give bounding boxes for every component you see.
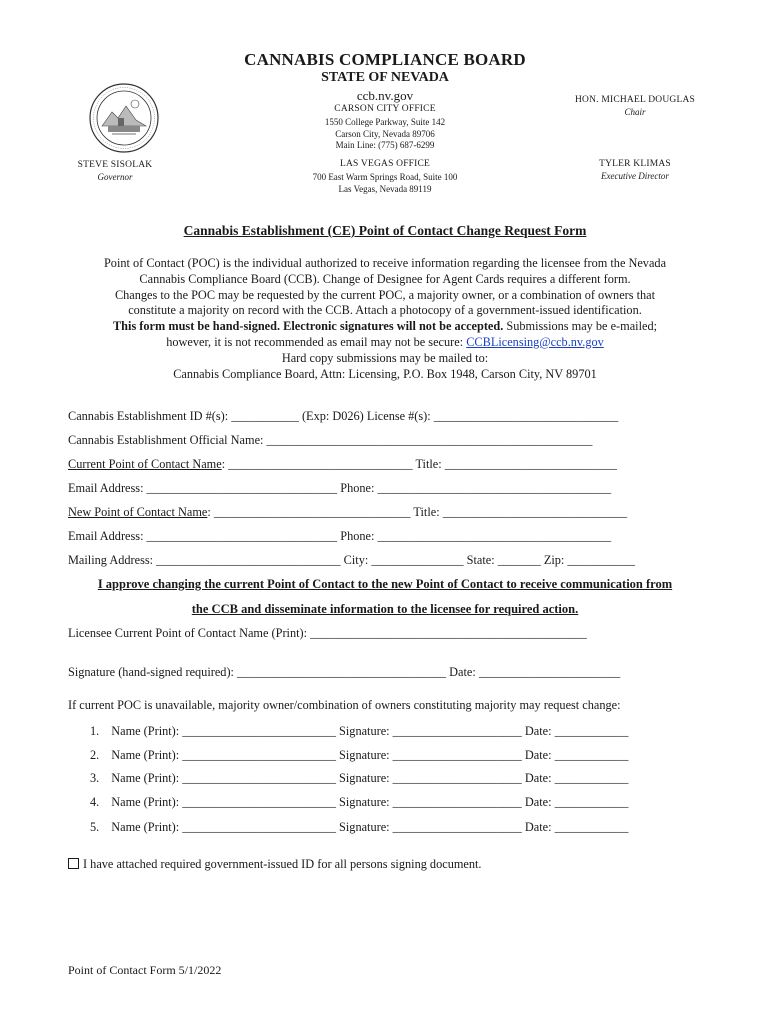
licensing-email-link[interactable]: CCBLicensing@ccb.nv.gov [466, 334, 604, 349]
official-name-field[interactable]: Cannabis Establishment Official Name: _____________________________________________________ [68, 433, 593, 447]
email-submission-note: Submissions may be e-mailed; [503, 319, 658, 334]
vegas-office-title: LAS VEGAS OFFICE [339, 159, 431, 169]
owner-row[interactable] [90, 818, 628, 836]
ce-id-field[interactable]: Cannabis Establishment ID #(s): ___________ (Exp: D026) License #(s): ______________________________ [68, 409, 619, 423]
approval-statement-line-2: the CCB and disseminate information to the licensee for required action. [191, 602, 579, 616]
signature-field[interactable]: Signature (hand-signed required): __________________________________ Date: _______________________ [68, 665, 621, 679]
owner-number: 1. [90, 724, 100, 738]
hand-signed-notice: This form must be hand-signed. Electronic signatures will not be accepted. [112, 319, 504, 334]
intro-line-1: Point of Contact (POC) is the individual authorized to receive information regarding the licensee from the Nevada [103, 256, 667, 270]
owner-fields[interactable]: Name (Print): _________________________ Signature: _____________________ Date: ____________ [111, 820, 629, 834]
vegas-address-line1: 700 East Warm Springs Road, Suite 100 [312, 172, 458, 182]
owner-row[interactable] [90, 746, 628, 764]
owner-fields[interactable]: Name (Print): _________________________ Signature: _____________________ Date: ____________ [111, 724, 629, 738]
carson-address-line2: Carson City, Nevada 89706 [335, 128, 435, 139]
new-email-field[interactable]: Email Address: _______________________________ Phone: ______________________________________ [68, 529, 612, 543]
owner-row[interactable] [90, 722, 628, 740]
owner-fields[interactable]: Name (Print): _________________________ Signature: _____________________ Date: ____________ [111, 795, 629, 809]
director-name: TYLER KLIMAS [599, 159, 671, 169]
attached-id-row[interactable] [68, 857, 708, 872]
carson-office-title: CARSON CITY OFFICE [334, 104, 436, 114]
owner-fields[interactable]: Name (Print): _________________________ Signature: _____________________ Date: ____________ [111, 771, 629, 785]
current-poc-label: Current Point of Contact Name [68, 457, 222, 471]
governor-role: Governor [97, 172, 133, 182]
owner-number: 5. [90, 820, 100, 834]
licensee-print-field[interactable]: Licensee Current Point of Contact Name (Print): _____________________________________________ [68, 626, 587, 640]
vegas-office-address [260, 172, 510, 195]
website: ccb.nv.gov [356, 88, 414, 103]
carson-address-line1: 1550 College Parkway, Suite 142 [324, 117, 446, 127]
chair-name: HON. MICHAEL DOUGLAS [574, 95, 696, 105]
intro-line-8: Cannabis Compliance Board, Attn: Licensing, P.O. Box 1948, Carson City, NV 89701 [173, 366, 597, 381]
intro-line-6 [60, 335, 710, 351]
chair-role: Chair [624, 107, 646, 117]
attached-id-label: I have attached required government-issued ID for all persons signing document. [83, 857, 482, 871]
majority-owner-note: If current POC is unavailable, majority owner/combination of owners constituting majority may request change: [68, 698, 621, 712]
intro-line-3: Changes to the POC may be requested by the current POC, a majority owner, or a combination of owners that [114, 287, 656, 302]
approval-statement-line-1: I approve changing the current Point of Contact to the new Point of Contact to receive communication from [97, 577, 673, 591]
email-warning: however, it is not recommended as email may not be secure: [166, 334, 467, 349]
owner-number: 2. [90, 748, 100, 762]
owner-number: 4. [90, 795, 100, 809]
governor-name: STEVE SISOLAK [77, 160, 153, 170]
owner-number: 3. [90, 771, 100, 785]
vegas-address-line2: Las Vegas, Nevada 89119 [338, 183, 432, 194]
new-poc-label: New Point of Contact Name [68, 505, 208, 519]
new-poc-field[interactable] [68, 505, 708, 520]
owner-row[interactable] [90, 793, 628, 811]
owner-row[interactable] [90, 769, 628, 787]
intro-paragraph [60, 256, 710, 382]
owner-fields[interactable]: Name (Print): _________________________ Signature: _____________________ Date: ____________ [111, 748, 629, 762]
new-poc-blanks: : ________________________________ Title: ______________________________ [207, 505, 628, 519]
intro-line-4: constitute a majority on record with the CCB. Attach a photocopy of a government-issued identification. [128, 303, 642, 318]
intro-line-2: Cannabis Compliance Board (CCB). Change of Designee for Agent Cards requires a different form. [139, 271, 631, 286]
current-poc-field[interactable] [68, 457, 708, 472]
intro-line-5 [60, 319, 710, 335]
form-footer: Point of Contact Form 5/1/2022 [68, 963, 222, 977]
director-role: Executive Director [601, 171, 669, 181]
organization-name: CANNABIS COMPLIANCE BOARD [244, 50, 526, 69]
state-name: STATE OF NEVADA [321, 70, 449, 85]
carson-office-address [260, 117, 510, 152]
current-email-field[interactable]: Email Address: _______________________________ Phone: ______________________________________ [68, 481, 612, 495]
mailing-address-field[interactable]: Mailing Address: ______________________________ City: _______________ State: _______ Zip: ___________ [68, 553, 636, 567]
attached-id-checkbox[interactable] [68, 858, 79, 869]
form-title: Cannabis Establishment (CE) Point of Contact Change Request Form [183, 223, 587, 238]
carson-address-line3: Main Line: (775) 687-6299 [335, 140, 435, 150]
current-poc-blanks: : ______________________________ Title: ____________________________ [221, 457, 617, 471]
intro-line-7: Hard copy submissions may be mailed to: [281, 350, 489, 365]
state-seal-icon [88, 82, 160, 154]
